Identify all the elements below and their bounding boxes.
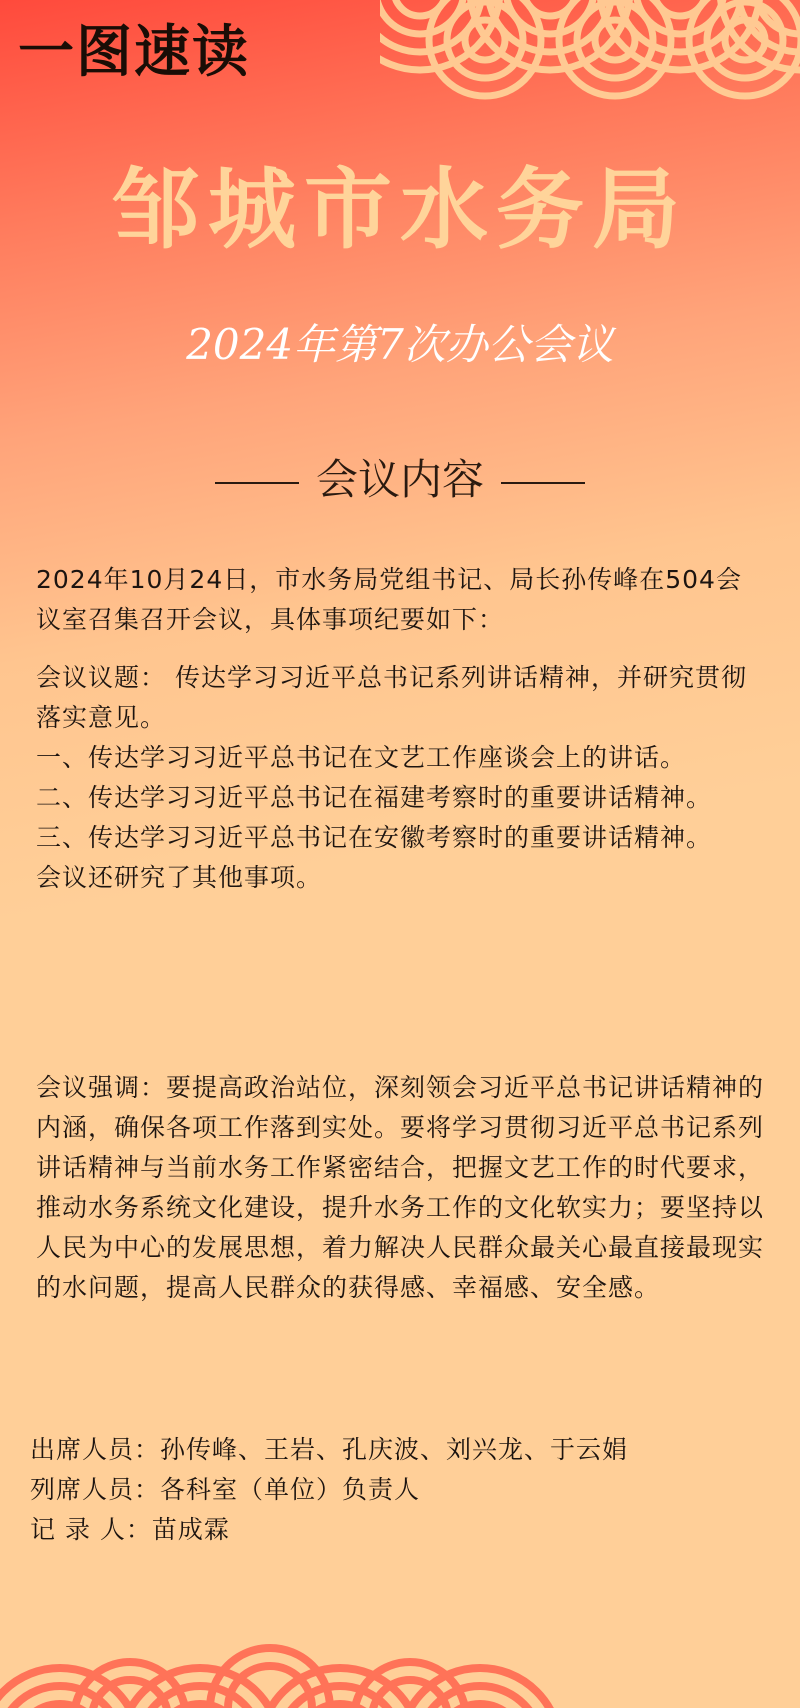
meeting-title: 2024年第7次办公会议 [186,320,614,369]
emphasis-paragraph: 会议强调：要提高政治站位，深刻领会习近平总书记讲话精神的内涵，确保各项工作落到实处。要将学习贯彻习近平总书记系列讲话精神与当前水务工作紧密结合，把握文艺工作的时代要求，推动水务系统文化建设，提升水务工作的文化软实力；要坚持以人民为中心的发展思想，着力解决人民群众最关心最直接最现实的水问题，提高人民群众的获得感、幸福感、安全感。 [36,1073,765,1302]
wave-decoration-bottom [0,1598,580,1708]
emphasis-section [36,1068,766,1308]
org-title: 邹城市水务局 [111,158,688,261]
topics-lead: 会议议题： 传达学习习近平总书记系列讲话精神，并研究贯彻落实意见。 [36,663,747,732]
intro-paragraph: 2024年10月24日，市水务局党组书记、局长孙传峰在504会议室召集召开会议，具体事项纪要如下： [36,565,742,634]
attendees-recorder: 记 录 人：苗成霖 [30,1515,230,1544]
section-heading [0,450,800,510]
wave-decoration-top [380,0,800,110]
topic-note: 会议还研究了其他事项。 [36,863,323,892]
topic-item: 三、传达学习习近平总书记在安徽考察时的重要讲话精神。 [36,823,713,852]
section-heading-label: 会议内容 [315,455,484,504]
read-tag: 一图速读 [18,19,250,85]
heading-rule-right [501,482,585,484]
attendees-present: 出席人员：孙传峰、王岩、孔庆波、刘兴龙、于云娟 [30,1435,629,1464]
attendees-attending: 列席人员：各科室（单位）负责人 [30,1475,421,1504]
heading-rule-left [215,482,299,484]
topic-item: 一、传达学习习近平总书记在文艺工作座谈会上的讲话。 [36,743,687,772]
topic-item: 二、传达学习习近平总书记在福建考察时的重要讲话精神。 [36,783,713,812]
topics-section [36,658,766,898]
attendees-section [30,1430,760,1550]
